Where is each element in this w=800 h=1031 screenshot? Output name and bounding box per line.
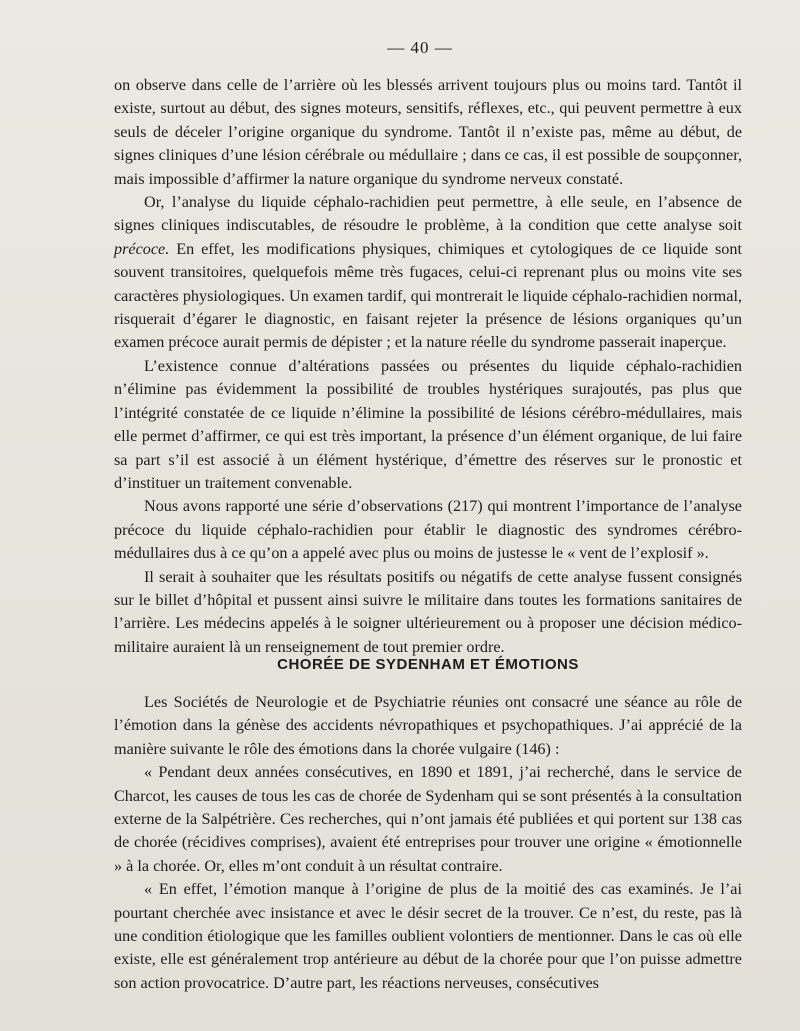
body-text-section-2 — [114, 691, 742, 995]
paragraph: « Pendant deux années consécutives, en 1890 et 1891, j’ai recherché, dans le service de Charcot, les causes de tous les cas de chorée de Sydenham qui se sont présentés à la consultation externe de la Salpétrière. Ces recherches, qui n’ont jamais été publiées et qui portent sur 138 cas de chorée (récidives comprises), avaient été entreprises pour trouver une origine « émotionnelle » à la chorée. Or, elles m’ont conduit à un résultat contraire. — [114, 763, 742, 875]
paragraph-text: Or, l’analyse du liquide céphalo-rachidien peut permettre, à elle seule, en l’absence de signes cliniques indiscutables, de résoudre le problème, à la condition que cette analyse soit — [114, 193, 742, 235]
paragraph: « En effet, l’émotion manque à l’origine de plus de la moitié des cas examinés. Je l’ai pourtant cherchée avec insistance et avec le désir secret de la trouver. Ce n’est, du reste, pas là une condition étiologique que les familles oublient volontiers de mentionner. Dans le cas où elle existe, elle est généralement trop antérieure au début de la chorée pour que l’on puisse admettre son action provocatrice. D’autre part, les réactions nerveuses, consécutives — [114, 880, 742, 992]
paragraph-text: En effet, les modifications physiques, chimiques et cytologiques de ce liquide sont souvent transitoires, quelquefois même très fugaces, celui-ci reprenant plus ou moins vite ses caractères physiologiques. Un examen tardif, qui montrerait le liquide céphalo-rachidien normal, risquerait d’égarer le diagnostic, en faisant rejeter la présence de lésions organiques qu’un examen précoce aurait permis de dépister ; et la nature réelle du syndrome passerait inaperçue. — [114, 239, 742, 352]
paragraph: Il serait à souhaiter que les résultats positifs ou négatifs de cette analyse fussent consignés sur le billet d’hôpital et pussent ainsi suivre le militaire dans toutes les formations sanitaires de l’arrière. Les médecins appelés à le soigner ultérieurement ou à proposer une décision médico-militaire auraient là un renseignement de tout premier ordre. — [114, 567, 742, 656]
paragraph — [114, 191, 742, 355]
paragraph: Nous avons rapporté une série d’observations (217) qui montrent l’importance de l’analyse précoce du liquide céphalo-rachidien pour établir le diagnostic des syndromes cérébro-médullaires dus à ce qu’on a appelé avec plus ou moins de justesse le « vent de l’explosif ». — [114, 497, 742, 563]
body-text-section-1 — [114, 74, 742, 659]
section-heading: CHORÉE DE SYDENHAM ET ÉMOTIONS — [277, 656, 579, 673]
page-number: — 40 — — [387, 38, 453, 57]
italic-text: précoce. — [114, 239, 170, 258]
paragraph: on observe dans celle de l’arrière où les blessés arrivent toujours plus ou moins tard. Tantôt il existe, surtout au début, des signes moteurs, sensitifs, réflexes, etc., qui peuvent permettre à eux seuls de déceler l’origine organique du syndrome. Tantôt il n’existe pas, même au début, de signes cliniques d’une lésion cérébrale ou médullaire ; dans ce cas, il est possible de soupçonner, mais impossible d’affirmer la nature organique du syndrome nerveux constaté. — [114, 76, 742, 188]
paragraph: L’existence connue d’altérations passées ou présentes du liquide céphalo-rachidien n’élimine pas évidemment la possibilité de troubles hystériques surajoutés, pas plus que l’intégrité constatée de ce liquide n’élimine la possibilité de lésions cérébro-médullaires, mais elle permet d’affirmer, ce qui est très important, la présence d’un élément organique, de lui faire sa part s’il est associé à un élément hystérique, d’émettre des réserves sur le pronostic et d’instituer un traitement convenable. — [114, 356, 742, 492]
paragraph: Les Sociétés de Neurologie et de Psychiatrie réunies ont consacré une séance au rôle de l’émotion dans la génèse des accidents névropathiques et psychopathiques. J’ai apprécié de la manière suivante le rôle des émotions dans la chorée vulgaire (146) : — [114, 693, 742, 758]
